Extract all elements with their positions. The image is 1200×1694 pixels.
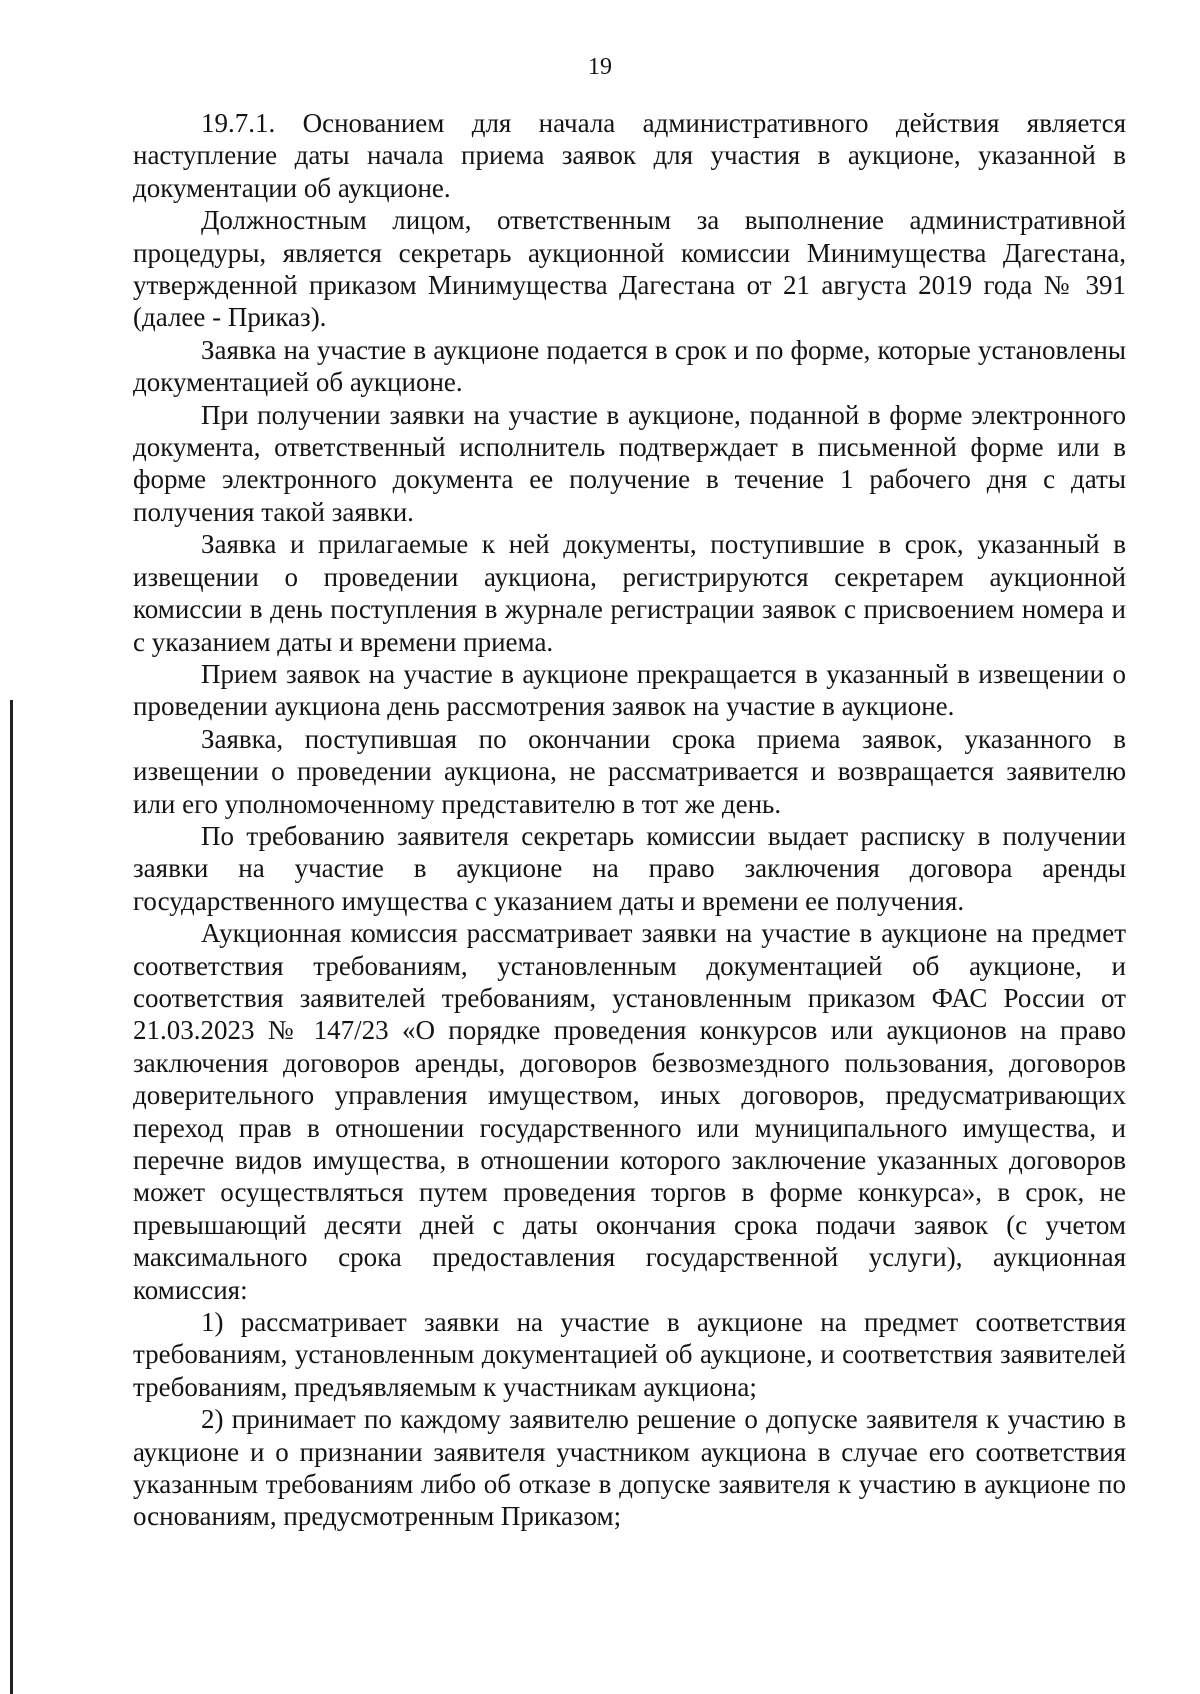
paragraph-registration: Заявка и прилагаемые к ней документы, поступившие в срок, указанный в извещении о проведении аукциона, регистрируются секретарем аукционной комиссии в день поступления в журнале регистрации заявок с присвоением номера и с указанием даты и времени приема. (133, 529, 1126, 657)
paragraph-application-form: Заявка на участие в аукционе подается в срок и по форме, которые установлены документацией об аукционе. (133, 334, 1126, 398)
page-number: 19 (588, 54, 612, 80)
paragraph-responsible-official: Должностным лицом, ответственным за выполнение административной процедуры, является секретарь аукционной комиссии Минимущества Дагестана, утвержденной приказом Минимущества Дагестана от 21 августа 2019 года № 391 (далее - Приказ). (133, 205, 1126, 333)
paragraph-item-1: 1) рассматривает заявки на участие в аукционе на предмет соответствия требованиям, установленным документацией об аукционе, и соответствия заявителей требованиям, предъявляемым к участникам аукциона; (133, 1307, 1126, 1402)
scan-edge-mark (10, 700, 13, 1694)
paragraph-acceptance-end: Прием заявок на участие в аукционе прекращается в указанный в извещении о проведении аукциона день рассмотрения заявок на участие в аукционе. (133, 658, 1126, 722)
document-body (133, 107, 1126, 1533)
paragraph-commission-review: Аукционная комиссия рассматривает заявки на участие в аукционе на предмет соответствия требованиям, установленным документацией об аукционе, и соответствия заявителей требованиям, установленным приказом ФАС России от 21.03.2023 № 147/23 «О порядке проведения конкурсов или аукционов на право заключения договоров аренды, договоров безвозмездного пользования, договоров доверительного управления имуществом, иных договоров, предусматривающих переход прав в отношении государственного или муниципального имущества, и перечне видов имущества, в отношении которого заключение указанных договоров может осуществляться путем проведения торгов в форме конкурса», в срок, не превышающий десяти дней с даты окончания срока подачи заявок (с учетом максимального срока предоставления государственной услуги), аукционная комиссия: (133, 918, 1126, 1305)
paragraph-late-application: Заявка, поступившая по окончании срока приема заявок, указанного в извещении о проведении аукциона, не рассматривается и возвращается заявителю или его уполномоченному представителю в тот же день. (133, 723, 1126, 819)
paragraph-receipt: По требованию заявителя секретарь комиссии выдает расписку в получении заявки на участие в аукционе на право заключения договора аренды государственного имущества с указанием даты и времени ее получения. (133, 820, 1126, 916)
paragraph-electronic-application: При получении заявки на участие в аукционе, поданной в форме электронного документа, ответственный исполнитель подтверждает в письменной форме или в форме электронного документа ее получение в течение 1 рабочего дня с даты получения такой заявки. (133, 399, 1126, 527)
paragraph-19-7-1: 19.7.1. Основанием для начала административного действия является наступление даты начала приема заявок для участия в аукционе, указанной в документации об аукционе. (133, 108, 1126, 203)
paragraph-item-2: 2) принимает по каждому заявителю решение о допуске заявителя к участию в аукционе и о признании заявителя участником аукциона в случае его соответствия указанным требованиям либо об отказе в допуске заявителя к участию в аукционе по основаниям, предусмотренным Приказом; (133, 1404, 1126, 1532)
